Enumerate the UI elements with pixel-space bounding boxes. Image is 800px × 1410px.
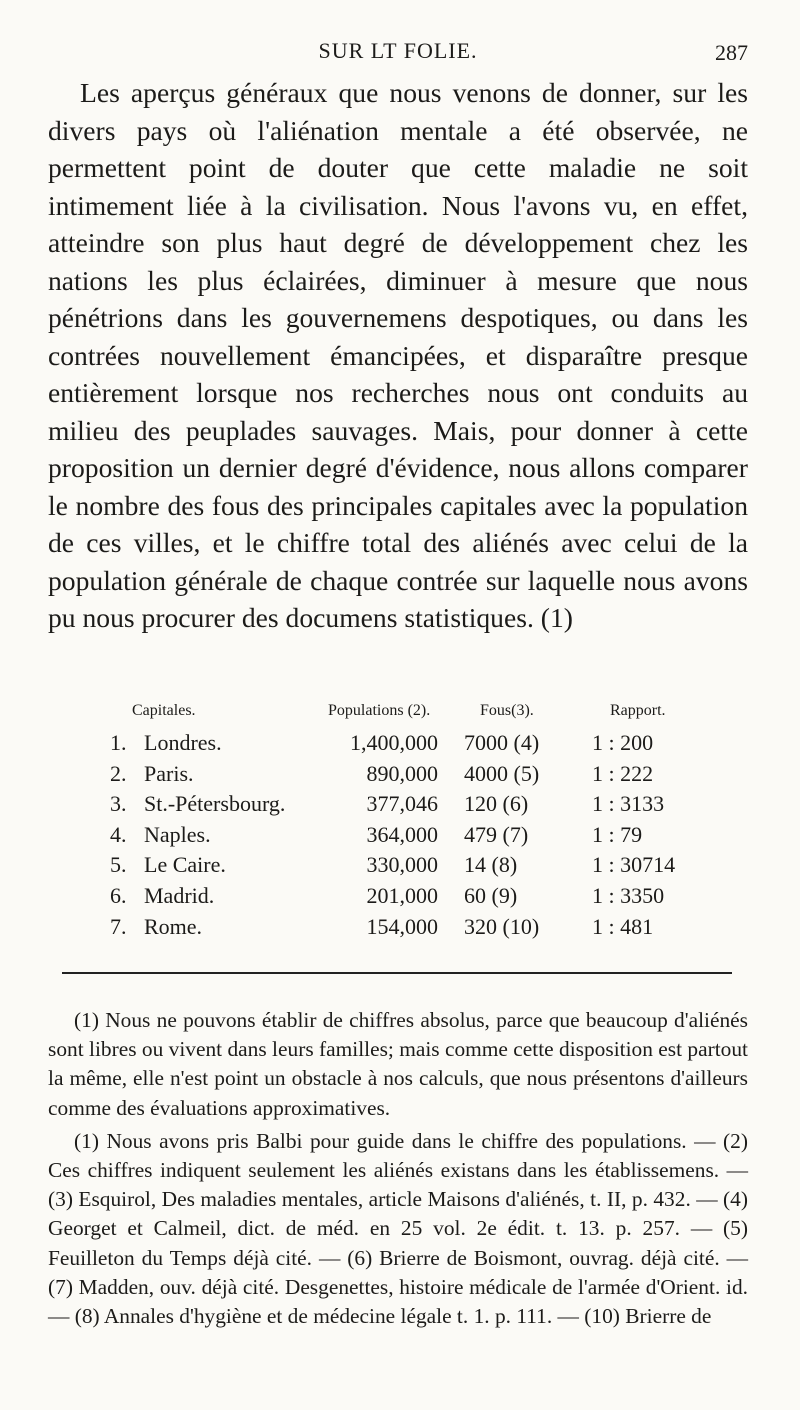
row-fous: 120 (6)	[464, 791, 529, 817]
row-number: 2.	[110, 760, 127, 786]
row-fous: 7000 (4)	[464, 730, 540, 755]
table-row	[96, 852, 720, 883]
row-city: St.-Pétersbourg.	[144, 791, 286, 817]
table-row	[96, 761, 720, 792]
header-fous: Fous(3).	[480, 702, 534, 719]
page-number: 287	[715, 40, 748, 65]
row-number: 4.	[110, 821, 127, 847]
row-population: 154,000	[366, 913, 438, 939]
row-number: 1.	[110, 730, 127, 755]
running-title: SUR LT FOLIE.	[318, 38, 478, 63]
header-populations: Populations (2).	[328, 702, 431, 719]
table-row	[96, 822, 720, 853]
row-ratio: 1 : 3350	[592, 882, 665, 908]
main-paragraph: Les aperçus généraux que nous venons de donner, sur les divers pays où l'aliénation mentale a été observée, ne permettent point de douter que cette maladie ne soit intimement liée à la civilisation. Nous l'avons vu, en effet, atteindre son plus haut degré de développement chez les nations les plus éclairées, diminuer à mesure que nous pénétrions dans les gouvernemens despotiques, ou dans les contrées nouvellement émancipées, et disparaître presque entièrement lorsque nos recherches nous ont conduits au milieu des peuplades sauvages. Mais, pour donner à cette proposition un dernier degré d'évidence, nous allons comparer le nombre des fous des principales capitales avec la population de ces villes, et le chiffre total des aliénés avec celui de la population générale de chaque contrée sur laquelle nous avons pu nous procurer des documens statistiques. (1)	[48, 77, 748, 633]
row-fous: 60 (9)	[464, 882, 518, 908]
row-ratio: 1 : 3133	[592, 791, 665, 817]
footnote-2: (1) Nous avons pris Balbi pour guide dans le chiffre des populations. — (2) Ces chiffres indiquent seulement les aliénés existans dans les établissemens. — (3) Esquirol, Des maladies mentales, article Maisons d'aliénés, t. II, p. 432. — (4) Georget et Calmeil, dict. de méd. en 25 vol. 2e édit. t. 13. p. 257. — (5) Feuilleton du Temps déjà cité. — (6) Brierre de Boismont, ouvrag. déjà cité. — (7) Madden, ouv. déjà cité. Desgenettes, histoire médicale de l'armée d'Orient. id. — (8) Annales d'hygiène et de médecine légale t. 1. p. 111. — (10) Brierre de	[48, 1128, 748, 1329]
row-ratio: 1 : 30714	[592, 852, 676, 878]
row-ratio: 1 : 200	[592, 730, 654, 755]
row-population: 201,000	[366, 882, 438, 908]
row-population: 1,400,000	[350, 730, 438, 755]
row-number: 7.	[110, 913, 127, 939]
row-city: Naples.	[144, 821, 211, 847]
row-population: 890,000	[366, 760, 438, 786]
footnotes	[48, 1006, 748, 1335]
row-city: Londres.	[144, 730, 222, 755]
row-fous: 479 (7)	[464, 821, 529, 847]
row-population: 377,046	[366, 791, 438, 817]
table-body	[96, 730, 720, 944]
row-ratio: 1 : 481	[592, 913, 654, 939]
row-fous: 4000 (5)	[464, 760, 540, 786]
footnote-1: (1) Nous ne pouvons établir de chiffres absolus, parce que beaucoup d'aliénés sont libres ou vivent dans leurs familles; mais comme cette disposition est partout la même, elle n'est point un obstacle à nos calculs, que nous présentons d'ailleurs comme des évaluations approximatives.	[48, 1008, 748, 1120]
footnote-divider	[62, 972, 732, 974]
row-number: 5.	[110, 852, 127, 878]
row-ratio: 1 : 222	[592, 760, 654, 786]
header-capitals: Capitales.	[132, 702, 196, 719]
row-fous: 320 (10)	[464, 913, 540, 939]
table-header	[96, 702, 720, 730]
row-population: 330,000	[366, 852, 438, 878]
row-city: Madrid.	[144, 882, 215, 908]
table-row	[96, 883, 720, 914]
row-city: Le Caire.	[144, 852, 226, 878]
body-text	[48, 74, 748, 637]
statistics-table	[96, 702, 720, 944]
row-number: 3.	[110, 791, 127, 817]
row-fous: 14 (8)	[464, 852, 518, 878]
table-row	[96, 730, 720, 761]
header-rapport: Rapport.	[610, 702, 666, 719]
table-row	[96, 791, 720, 822]
running-head	[48, 38, 748, 72]
row-ratio: 1 : 79	[592, 821, 643, 847]
row-city: Paris.	[144, 760, 194, 786]
row-population: 364,000	[366, 821, 438, 847]
table-row	[96, 914, 720, 945]
row-number: 6.	[110, 882, 127, 908]
row-city: Rome.	[144, 913, 203, 939]
